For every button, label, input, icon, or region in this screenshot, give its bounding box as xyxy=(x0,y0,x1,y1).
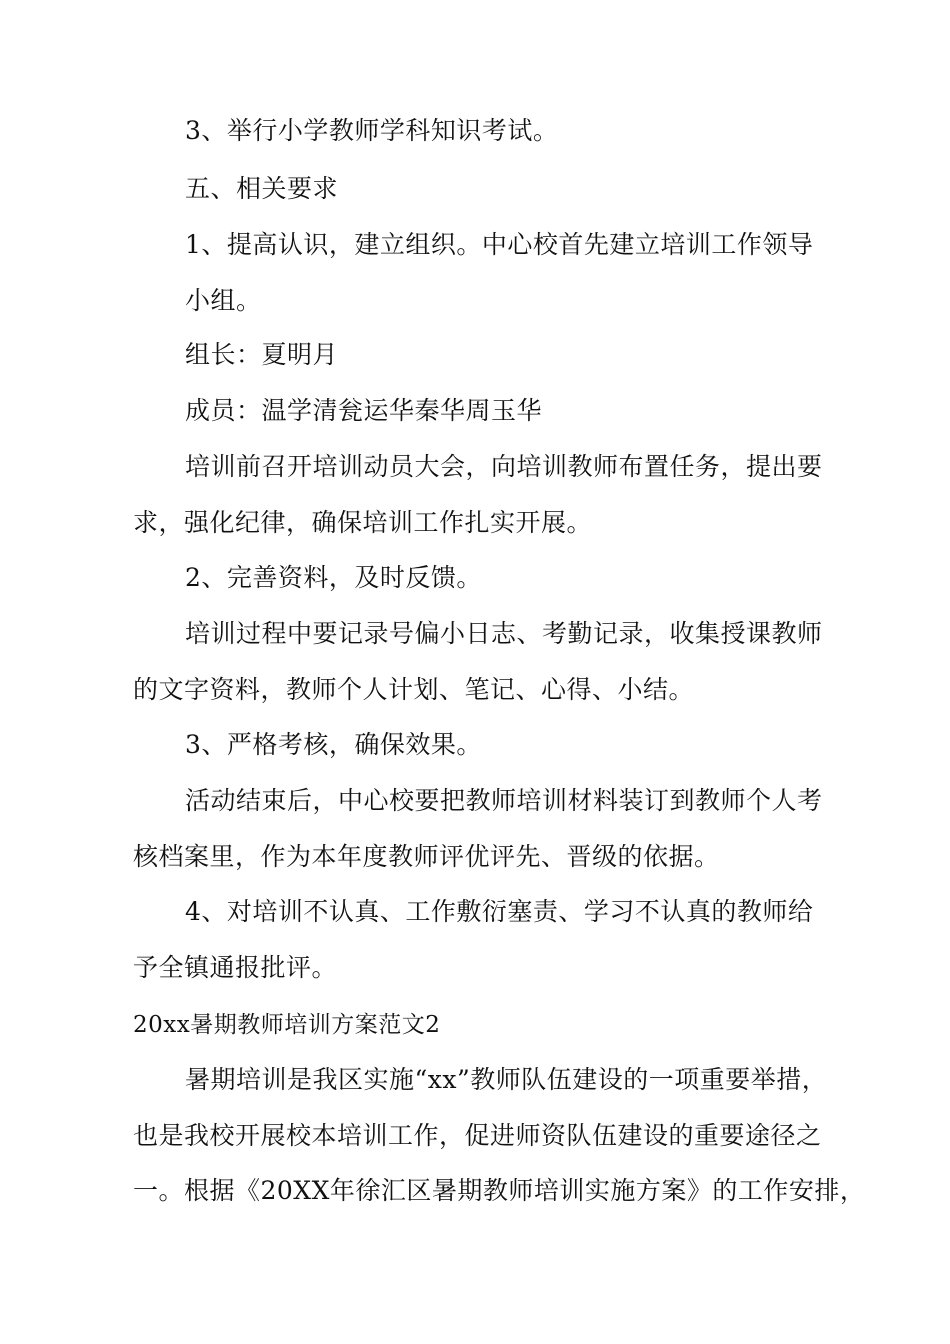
text-line: 培训前召开培训动员大会，向培训教师布置任务，提出要 xyxy=(185,452,823,481)
text-line: 也是我校开展校本培训工作，促进师资队伍建设的重要途径之 xyxy=(133,1121,822,1150)
text-line: 求，强化纪律，确保培训工作扎实开展。 xyxy=(133,508,593,537)
document-subtitle: 20xx暑期教师培训方案范文2 xyxy=(133,1012,441,1038)
text-line: 培训过程中要记录号偏小日志、考勤记录，收集授课教师 xyxy=(185,619,823,648)
section-heading: 五、相关要求 xyxy=(185,174,339,203)
text-line: 成员：温学清瓮运华秦华周玉华 xyxy=(185,396,543,425)
text-line: 2、完善资料，及时反馈。 xyxy=(185,563,482,592)
text-line: 3、举行小学教师学科知识考试。 xyxy=(185,116,559,145)
text-line: 组长：夏明月 xyxy=(185,340,339,369)
text-line: 小组。 xyxy=(185,286,262,315)
text-line: 一。根据《20XX年徐汇区暑期教师培训实施方案》的工作安排， xyxy=(133,1176,866,1205)
text-line: 的文字资料，教师个人计划、笔记、心得、小结。 xyxy=(133,675,695,704)
text-line: 3、严格考核，确保效果。 xyxy=(185,730,482,759)
text-line: 活动结束后，中心校要把教师培训材料装订到教师个人考 xyxy=(185,786,823,815)
text-line: 暑期培训是我区实施“xx”教师队伍建设的一项重要举措， xyxy=(185,1065,828,1094)
text-line: 予全镇通报批评。 xyxy=(133,953,338,982)
text-line: 核档案里，作为本年度教师评优评先、晋级的依据。 xyxy=(133,842,720,871)
text-line: 4、对培训不认真、工作敷衍塞责、学习不认真的教师给 xyxy=(185,897,814,926)
text-line: 1、提高认识，建立组织。中心校首先建立培训工作领导 xyxy=(185,230,814,259)
